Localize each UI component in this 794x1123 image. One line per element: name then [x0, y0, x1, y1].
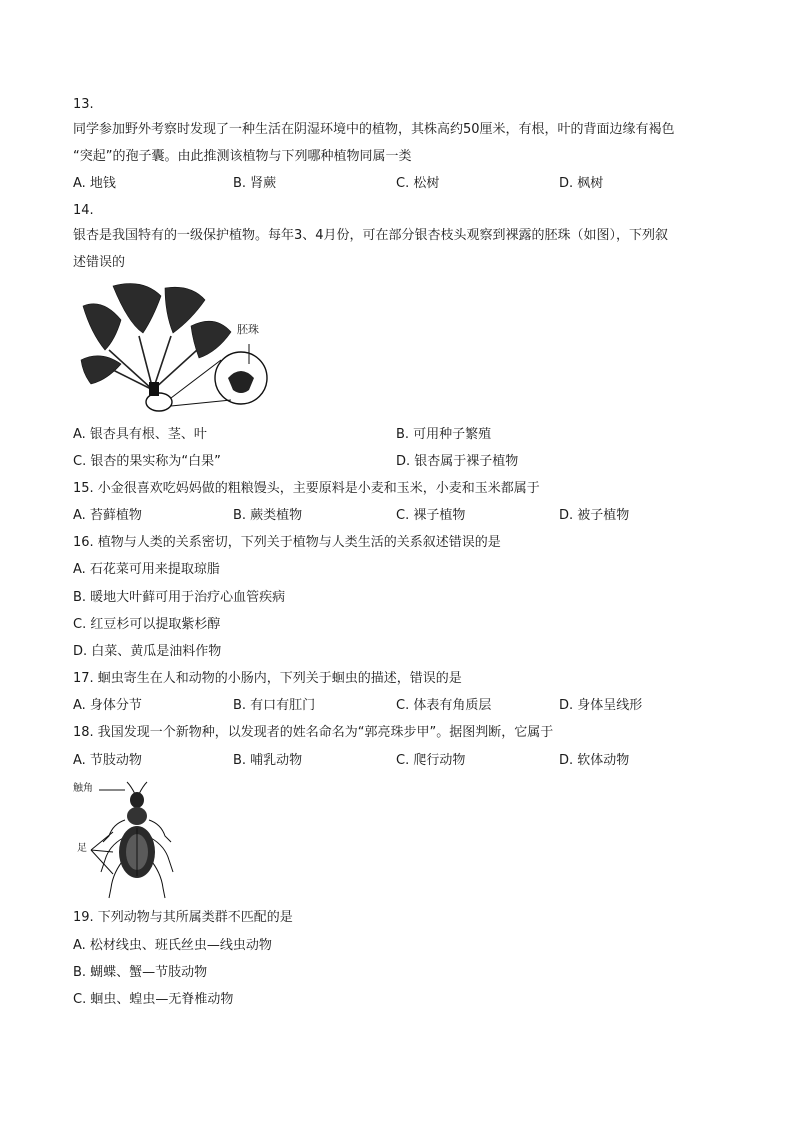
q18-option-c: C. 爬行动物: [396, 753, 466, 768]
q13-option-d: D. 枫树: [559, 176, 604, 191]
q18-stem: 18. 我国发现一个新物种，以发现者的姓名命名为“郭亮珠步甲”。据图判断，它属于: [73, 725, 554, 740]
q17-option-a: A. 身体分节: [73, 698, 142, 713]
q14-stem-line2: 述错误的: [73, 255, 126, 270]
beetle-figure: [73, 780, 185, 902]
q16-stem: 16. 植物与人类的关系密切，下列关于植物与人类生活的关系叙述错误的是: [73, 535, 501, 550]
antenna-label: 触角: [73, 783, 93, 794]
q14-option-d: D. 银杏属于裸子植物: [396, 454, 519, 469]
q17-option-b: B. 有口有肛门: [233, 698, 316, 713]
q16-option-c: C. 红豆杉可以提取紫杉醇: [73, 617, 221, 632]
q13-stem-line1: 同学参加野外考察时发现了一种生活在阴湿环境中的植物，其株高约50厘米，有根，叶的背面边缘有褐色: [73, 122, 675, 137]
q15-option-c: C. 裸子植物: [396, 508, 466, 523]
q17-option-d: D. 身体呈线形: [559, 698, 643, 713]
q13-stem-line2: “突起”的孢子囊。由此推测该植物与下列哪种植物同属一类: [73, 149, 412, 164]
leg-label: 足: [77, 843, 87, 854]
q16-option-d: D. 白菜、黄瓜是油料作物: [73, 644, 222, 659]
q14-option-b: B. 可用种子繁殖: [396, 427, 492, 442]
ginkgo-figure: [73, 278, 273, 416]
q19-stem: 19. 下列动物与其所属类群不匹配的是: [73, 910, 293, 925]
q14-option-a: A. 银杏具有根、茎、叶: [73, 427, 207, 442]
q18-option-b: B. 哺乳动物: [233, 753, 303, 768]
q13-option-c: C. 松树: [396, 176, 440, 191]
q15-option-b: B. 蕨类植物: [233, 508, 303, 523]
q17-option-c: C. 体表有角质层: [396, 698, 492, 713]
q19-option-b: B. 蝴蝶、蟹—节肢动物: [73, 965, 208, 980]
q19-option-a: A. 松材线虫、班氏丝虫—线虫动物: [73, 938, 272, 953]
q17-stem: 17. 蛔虫寄生在人和动物的小肠内，下列关于蛔虫的描述，错误的是: [73, 671, 462, 686]
ovule-label: 胚珠: [237, 323, 259, 336]
q16-option-b: B. 暖地大叶藓可用于治疗心血管疾病: [73, 590, 286, 605]
q14-option-c: C. 银杏的果实称为“白果”: [73, 454, 221, 469]
q14-stem-line1: 银杏是我国特有的一级保护植物。每年3、4月份，可在部分银杏枝头观察到裸露的胚珠（如图），下列叙: [73, 228, 669, 243]
q14-number: 14.: [73, 203, 94, 218]
q13-option-b: B. 肾蕨: [233, 176, 277, 191]
q15-option-a: A. 苔藓植物: [73, 508, 142, 523]
q13-option-a: A. 地钱: [73, 176, 116, 191]
q13-number: 13.: [73, 97, 94, 112]
q18-option-a: A. 节肢动物: [73, 753, 142, 768]
q16-option-a: A. 石花菜可用来提取琼脂: [73, 562, 220, 577]
q15-stem: 15. 小金很喜欢吃妈妈做的粗粮馒头，主要原料是小麦和玉米，小麦和玉米都属于: [73, 481, 540, 496]
q19-option-c: C. 蛔虫、蝗虫—无脊椎动物: [73, 992, 234, 1007]
q15-option-d: D. 被子植物: [559, 508, 630, 523]
ginkgo-illustration: [73, 278, 273, 416]
beetle-illustration: [73, 780, 185, 902]
q18-option-d: D. 软体动物: [559, 753, 630, 768]
